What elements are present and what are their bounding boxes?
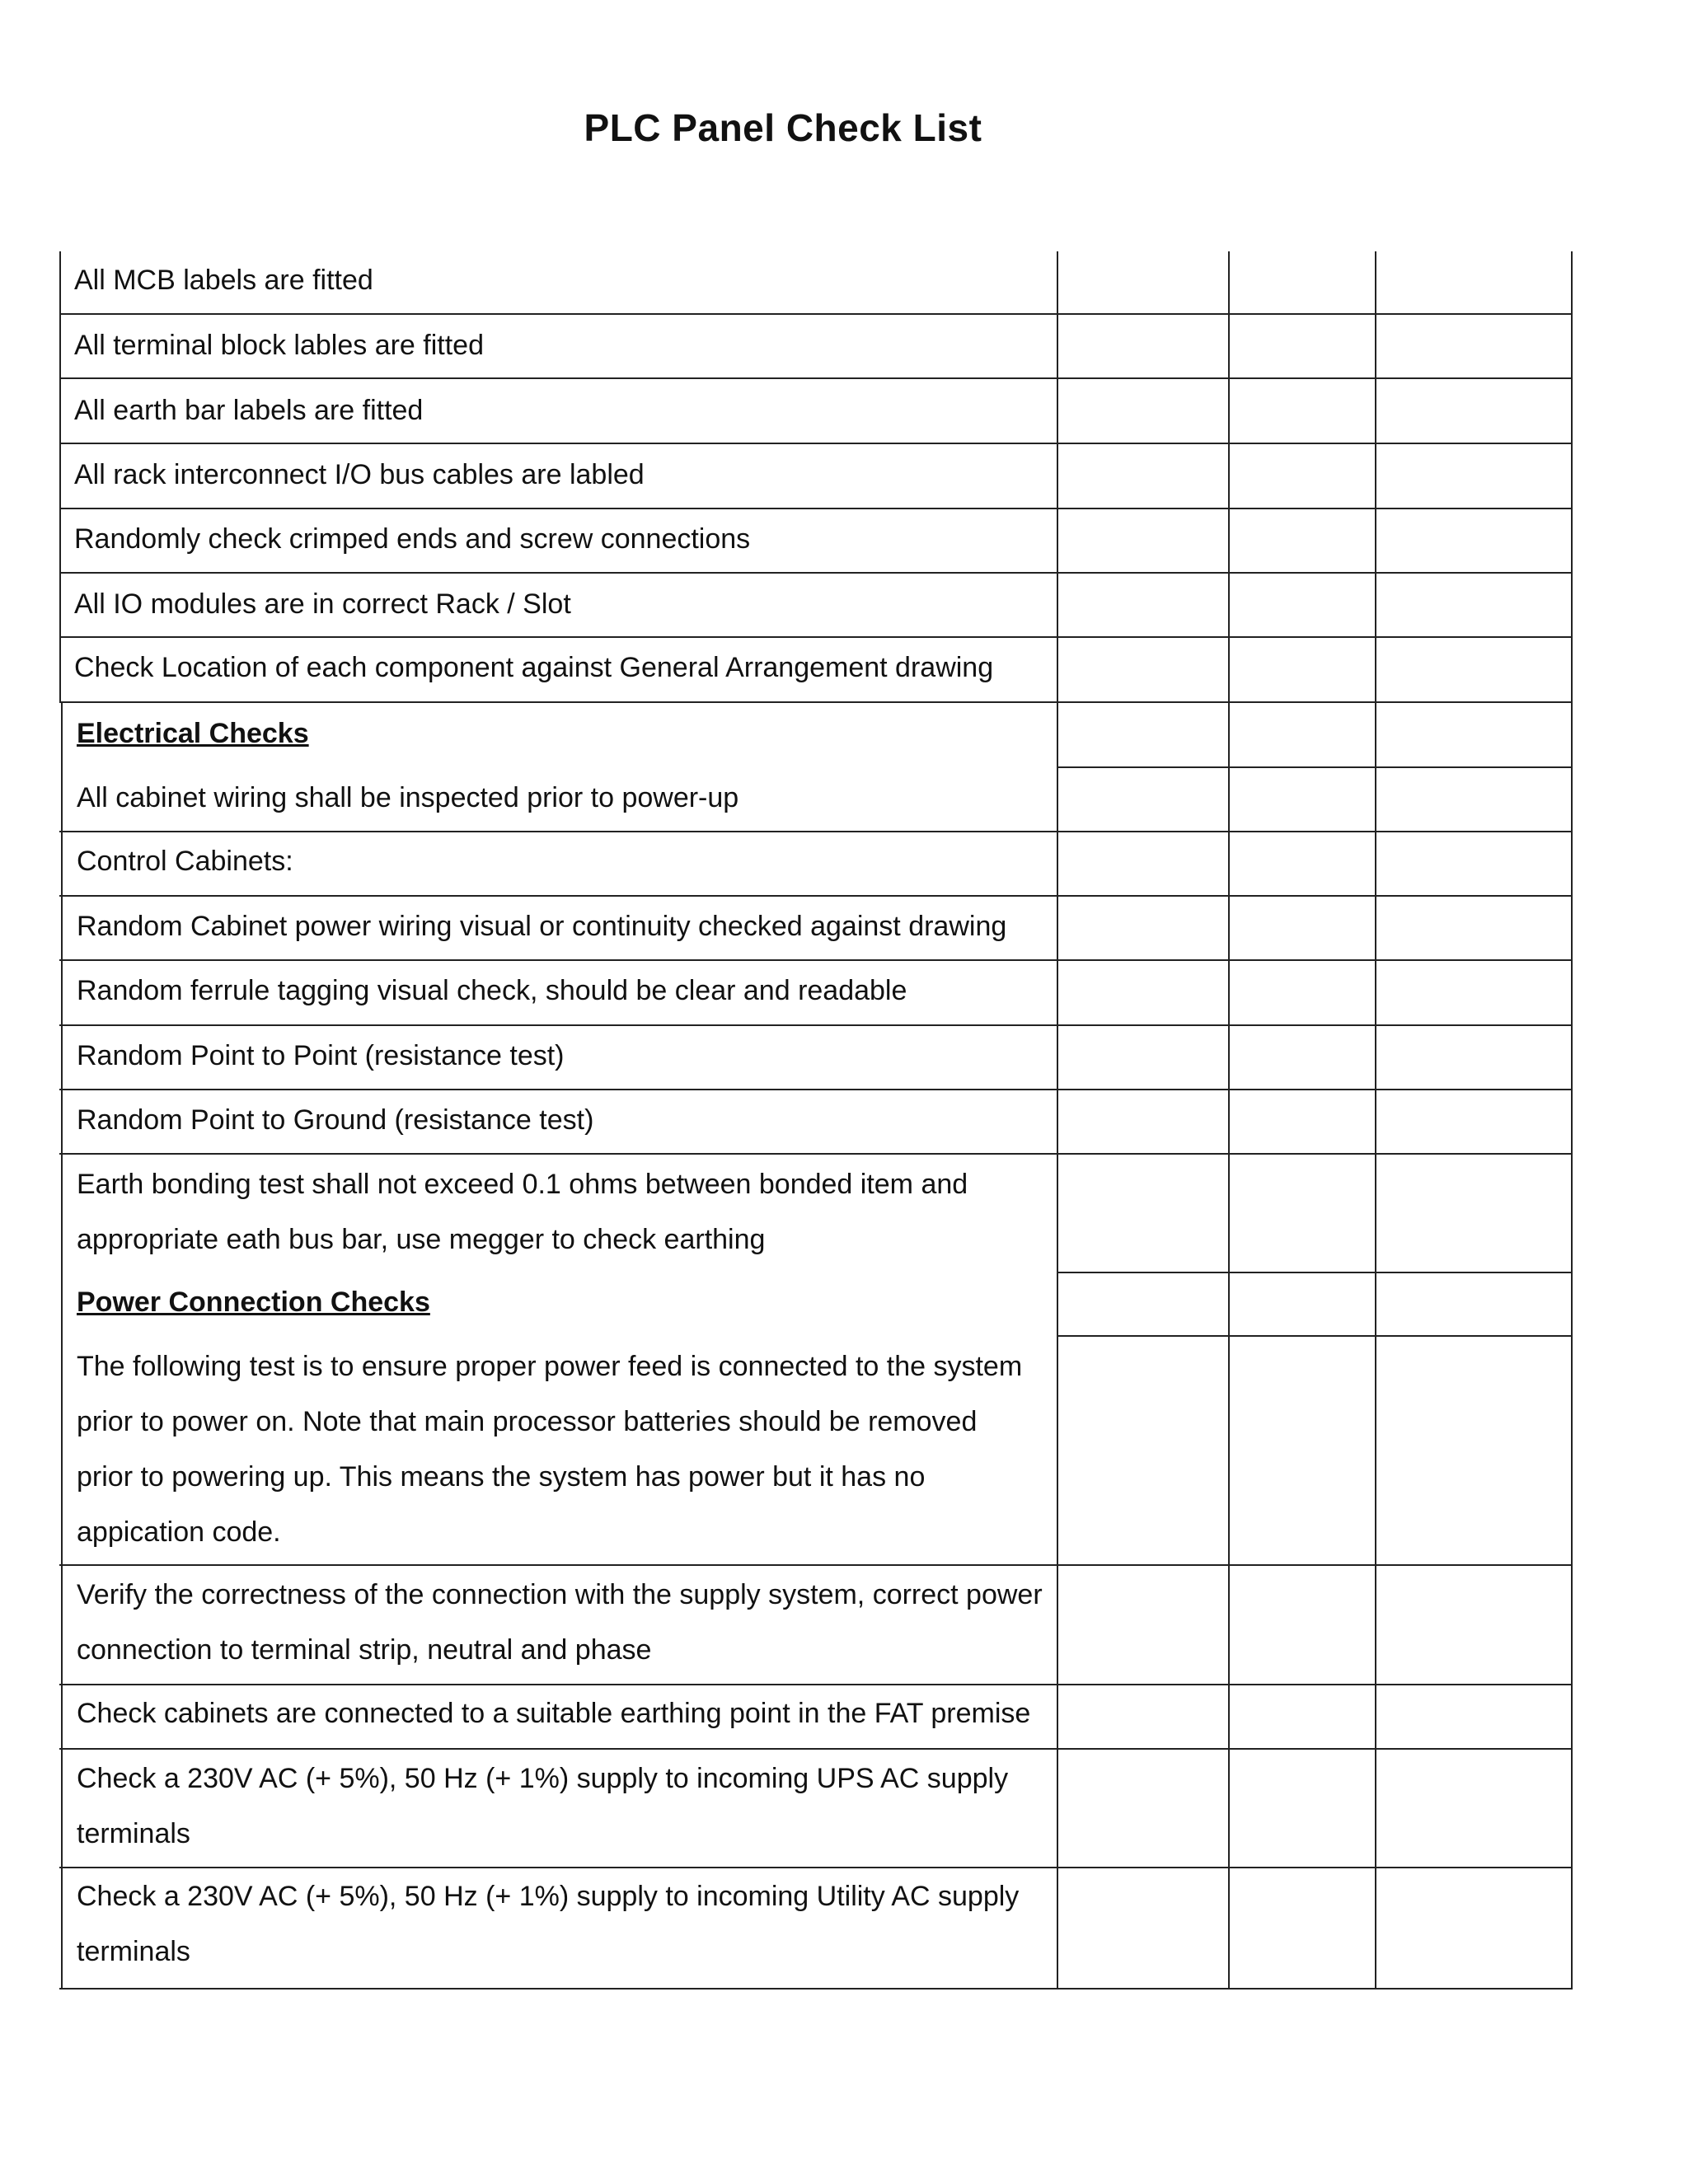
- row-divider: [59, 1564, 1573, 1566]
- checklist-item-text: prior to power on. Note that main processor batteries should be removed: [77, 1406, 978, 1437]
- checklist-item-text: Random Point to Ground (resistance test): [77, 1104, 594, 1136]
- checklist-item-text: Verify the correctness of the connection with the supply system, correct power: [77, 1579, 1043, 1610]
- row-divider: [59, 377, 1573, 379]
- checklist-item-text: appication code.: [77, 1516, 281, 1548]
- checklist-item-text: Check Location of each component against General Arrangement drawing: [74, 652, 994, 683]
- checklist-item-text: Randomly check crimped ends and screw connections: [74, 523, 751, 555]
- checklist-item-text: All rack interconnect I/O bus cables are labled: [74, 459, 645, 490]
- row-divider: [59, 1153, 1573, 1155]
- row-divider: [59, 636, 1573, 638]
- checklist-item-text: Random ferrule tagging visual check, should be clear and readable: [77, 975, 907, 1006]
- checklist-item-text: prior to powering up. This means the system has power but it has no: [77, 1461, 926, 1493]
- row-divider: [59, 831, 1573, 832]
- checklist-item-text: Earth bonding test shall not exceed 0.1 ohms between bonded item and: [77, 1169, 968, 1200]
- checklist-item-text: Control Cabinets:: [77, 846, 293, 877]
- checklist-item-text: All terminal block lables are fitted: [74, 330, 485, 361]
- check-cell-divider: [1057, 1335, 1573, 1337]
- table-right-border: [1571, 251, 1573, 1990]
- row-divider: [59, 959, 1573, 961]
- checklist-item-text: appropriate eath bus bar, use megger to check earthing: [77, 1224, 766, 1255]
- row-divider: [59, 508, 1573, 509]
- section-heading: Power Connection Checks: [77, 1286, 430, 1318]
- checklist-item-text: Random Point to Point (resistance test): [77, 1040, 565, 1071]
- row-divider: [59, 443, 1573, 444]
- checklist-item-text: Random Cabinet power wiring visual or continuity checked against drawing: [77, 911, 1007, 942]
- row-divider: [59, 1748, 1573, 1750]
- checklist-item-text: All earth bar labels are fitted: [74, 395, 424, 426]
- column-divider-3: [1375, 251, 1376, 1990]
- checklist-item-text: The following test is to ensure proper power feed is connected to the system: [77, 1351, 1023, 1382]
- checklist-item-text: Check cabinets are connected to a suitable earthing point in the FAT premise: [77, 1698, 1031, 1729]
- row-divider: [59, 572, 1573, 574]
- checklist-item-text: Check a 230V AC (+ 5%), 50 Hz (+ 1%) supply to incoming UPS AC supply: [77, 1763, 1009, 1794]
- checklist-item-text: All IO modules are in correct Rack / Slot: [74, 588, 571, 620]
- row-divider: [59, 701, 1573, 703]
- column-divider-2: [1228, 251, 1230, 1990]
- row-divider: [59, 1988, 1573, 1990]
- checklist-item-text: Check a 230V AC (+ 5%), 50 Hz (+ 1%) supply to incoming Utility AC supply: [77, 1881, 1020, 1912]
- row-divider: [59, 1089, 1573, 1090]
- row-divider: [59, 313, 1573, 315]
- row-divider: [59, 895, 1573, 897]
- checklist-item-text: All cabinet wiring shall be inspected prior to power-up: [77, 782, 739, 813]
- page-title: PLC Panel Check List: [584, 106, 982, 149]
- row-divider: [59, 1024, 1573, 1026]
- check-cell-divider: [1057, 1272, 1573, 1273]
- checklist-item-text: terminals: [77, 1818, 190, 1849]
- section-heading: Electrical Checks: [77, 718, 309, 749]
- check-cell-divider: [1057, 766, 1573, 768]
- table-left-border: [59, 251, 61, 703]
- checklist-item-text: All MCB labels are fitted: [74, 265, 373, 296]
- checklist-item-text: terminals: [77, 1936, 190, 1967]
- checklist-item-text: connection to terminal strip, neutral and phase: [77, 1634, 652, 1666]
- column-divider-1: [1057, 251, 1058, 1990]
